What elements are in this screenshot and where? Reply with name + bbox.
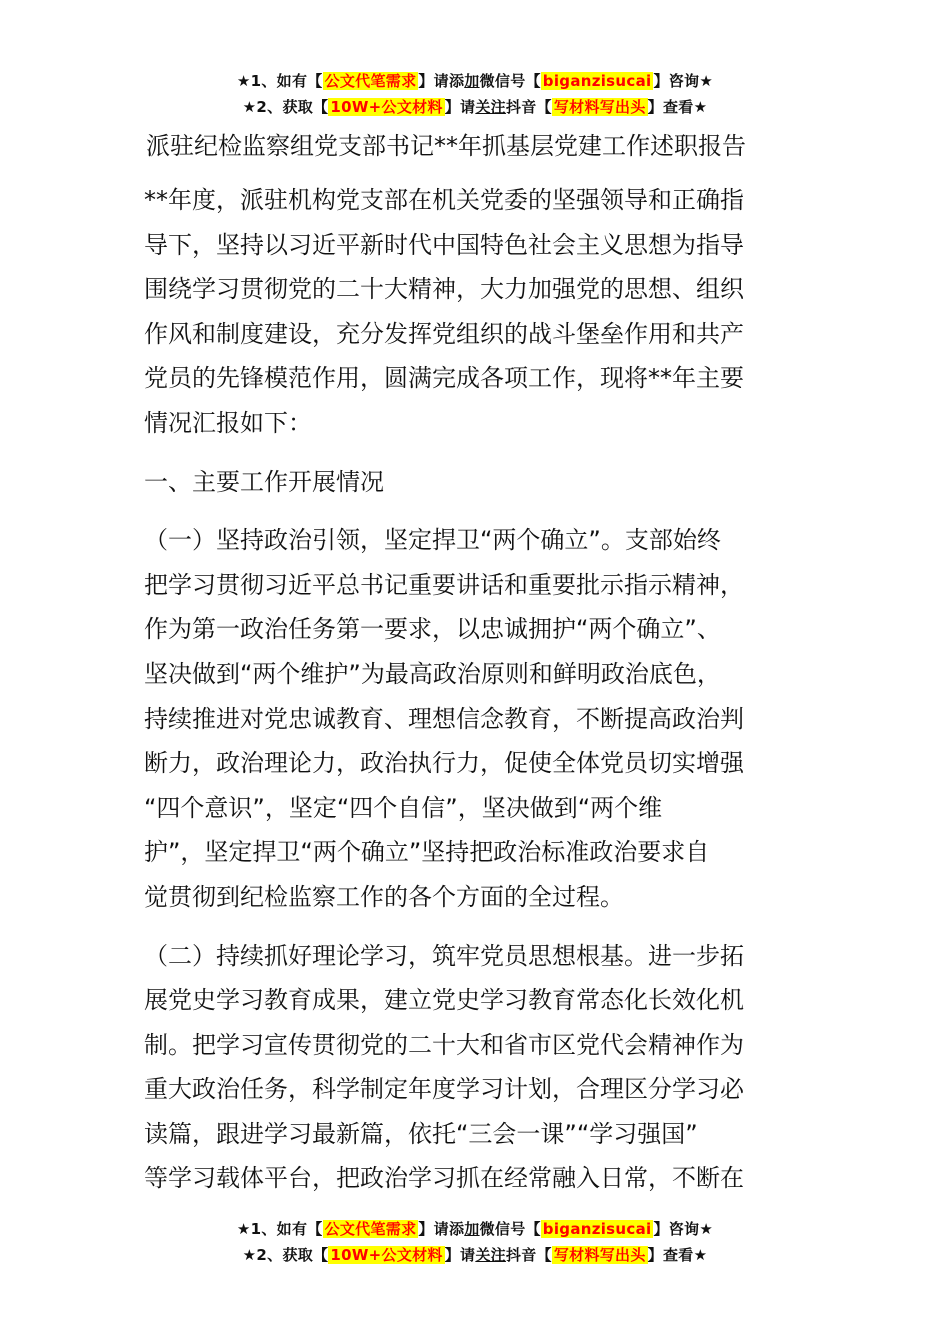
text-line: 觉贯彻到纪检监察工作的各个方面的全过程。 xyxy=(144,882,624,911)
document-body xyxy=(144,178,808,1201)
banner-line-1 xyxy=(0,1216,950,1242)
banner-text: 微信号【 xyxy=(479,72,541,90)
text-line: 持续推进对党忠诚教育、理想信念教育，不断提高政治判 xyxy=(144,704,744,733)
text-line: 护”，坚定捍卫“两个确立”坚持把政治标准政治要求自 xyxy=(144,838,710,867)
banner-text: 微信号【 xyxy=(479,1220,541,1238)
highlight-douyin-account: 写材料写出头 xyxy=(553,98,646,116)
banner-suffix: 】咨询★ xyxy=(653,72,714,90)
text-line: 导下，坚持以习近平新时代中国特色社会主义思想为指导 xyxy=(144,230,744,259)
banner-text: 抖音【 xyxy=(505,1246,552,1264)
banner-follow-emphasis: 关注 xyxy=(475,1246,506,1264)
highlight-ghostwriting: 公文代笔需求 xyxy=(324,72,417,90)
intro-paragraph xyxy=(144,178,808,446)
highlight-douyin-account: 写材料写出头 xyxy=(553,1246,646,1264)
banner-line-2 xyxy=(0,94,950,120)
banner-prefix: ★1、如有【 xyxy=(236,72,323,90)
banner-text: 】请 xyxy=(444,1246,476,1264)
text-line: 围绕学习贯彻党的二十大精神，大力加强党的思想、组织 xyxy=(144,275,744,304)
banner-text: 】请添 xyxy=(418,72,465,90)
paragraph-theory-study xyxy=(144,934,808,1202)
document-title: 派驻纪检监察组党支部书记**年抓基层党建工作述职报告 xyxy=(146,132,746,160)
banner-follow-emphasis: 关注 xyxy=(475,98,506,116)
promo-banner-top xyxy=(0,68,950,120)
section-1-heading: 一、主要工作开展情况 xyxy=(144,467,384,496)
banner-text: 】请添 xyxy=(418,1220,465,1238)
text-line: 情况汇报如下： xyxy=(144,408,312,437)
banner-suffix: 】咨询★ xyxy=(653,1220,714,1238)
text-line: 党员的先锋模范作用，圆满完成各项工作，现将**年主要 xyxy=(144,364,744,393)
banner-line-1 xyxy=(0,68,950,94)
text-line: 等学习载体平台，把政治学习抓在经常融入日常，不断在 xyxy=(144,1164,744,1193)
text-line: **年度，派驻机构党支部在机关党委的坚强领导和正确指 xyxy=(144,186,744,214)
highlight-materials: 10W+公文材料 xyxy=(330,98,443,116)
text-line: 断力，政治理论力，政治执行力，促使全体党员切实增强 xyxy=(144,749,744,778)
promo-banner-bottom xyxy=(0,1216,950,1268)
highlight-wechat-id: biganzisucai xyxy=(542,72,652,90)
highlight-ghostwriting: 公文代笔需求 xyxy=(324,1220,417,1238)
banner-text: 抖音【 xyxy=(505,98,552,116)
banner-prefix: ★1、如有【 xyxy=(236,1220,323,1238)
section-heading xyxy=(144,460,808,505)
banner-add-emphasis: 加 xyxy=(464,1220,480,1238)
banner-prefix: ★2、获取【 xyxy=(242,1246,329,1264)
text-line: 作风和制度建设，充分发挥党组织的战斗堡垒作用和共产 xyxy=(144,319,744,348)
text-line: （二）持续抓好理论学习，筑牢党员思想根基。进一步拓 xyxy=(144,941,744,970)
paragraph-political-guidance xyxy=(144,518,808,919)
banner-suffix: 】查看★ xyxy=(647,1246,708,1264)
banner-line-2 xyxy=(0,1242,950,1268)
text-line: 坚决做到“两个维护”为最高政治原则和鲜明政治底色， xyxy=(144,659,721,688)
text-line: （一）坚持政治引领，坚定捍卫“两个确立”。支部始终 xyxy=(144,526,721,555)
text-line: 重大政治任务，科学制定年度学习计划，合理区分学习必 xyxy=(144,1075,744,1104)
text-line: 作为第一政治任务第一要求，以忠诚拥护“两个确立”、 xyxy=(144,615,721,644)
banner-text: 】请 xyxy=(444,98,476,116)
text-line: 制。把学习宣传贯彻党的二十大和省市区党代会精神作为 xyxy=(144,1030,744,1059)
highlight-wechat-id: biganzisucai xyxy=(542,1220,652,1238)
text-line: 把学习贯彻习近平总书记重要讲话和重要批示指示精神， xyxy=(144,570,744,599)
banner-prefix: ★2、获取【 xyxy=(242,98,329,116)
highlight-materials: 10W+公文材料 xyxy=(330,1246,443,1264)
text-line: “四个意识”，坚定“四个自信”，坚决做到“两个维 xyxy=(144,793,663,822)
text-line: 读篇，跟进学习最新篇，依托“三会一课”“学习强国” xyxy=(144,1119,698,1148)
banner-suffix: 】查看★ xyxy=(647,98,708,116)
banner-add-emphasis: 加 xyxy=(464,72,480,90)
text-line: 展党史学习教育成果，建立党史学习教育常态化长效化机 xyxy=(144,986,744,1015)
